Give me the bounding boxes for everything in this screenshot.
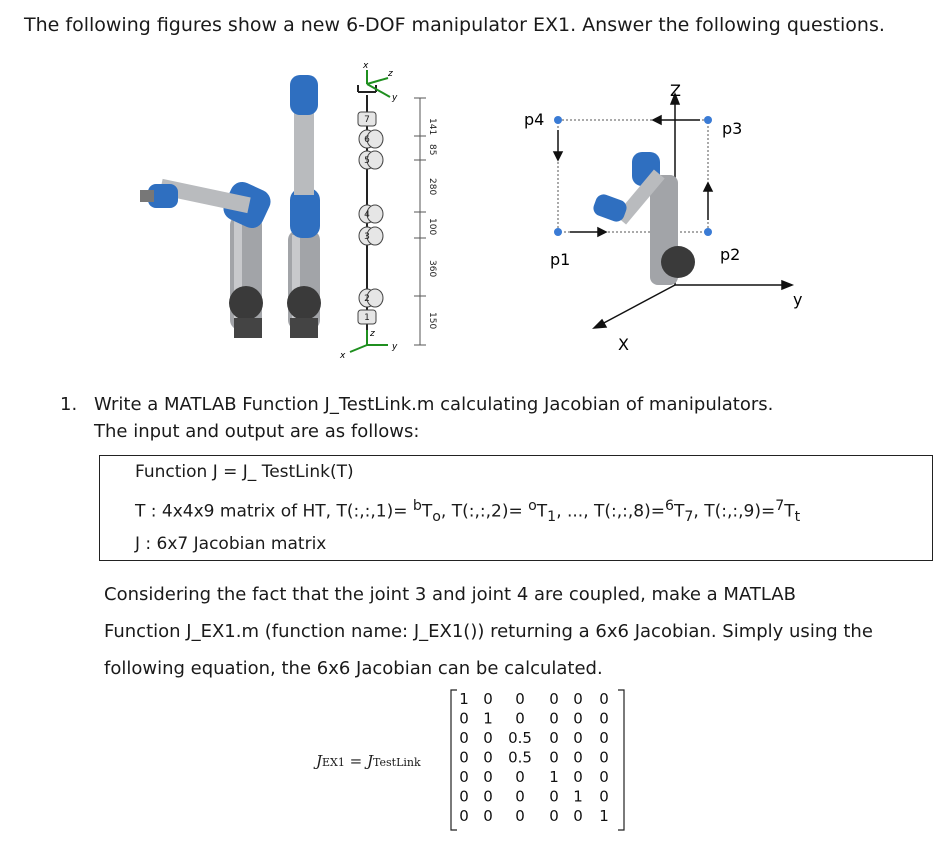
axis-z-label: Z (670, 81, 681, 100)
frame-base-z: z (370, 329, 375, 339)
base-frame (339, 329, 398, 361)
matrix-cell: 0 (459, 787, 469, 806)
matrix-cell: 0 (459, 807, 469, 825)
intro-text: The following figures show a new 6-DOF manipulator EX1. Answer the following questions. (24, 14, 885, 36)
dim-360: 360 (427, 260, 437, 278)
matrix-cell: 0 (515, 709, 525, 728)
matrix-right-bracket (618, 690, 624, 830)
box-line1: Function J = J_ TestLink(T) (135, 462, 354, 482)
equation-lhs: JEX1 = JTestLink (316, 752, 421, 770)
matrix-cell: 0.5 (508, 729, 532, 747)
point-p2: p2 (720, 245, 741, 264)
joint-label-7: 7 (364, 115, 370, 125)
joint-label-4: 4 (364, 210, 370, 220)
matrix-cell: 0 (483, 787, 493, 806)
matrix-cell: 0 (483, 748, 493, 767)
matrix-cell: 0 (459, 768, 469, 786)
robot-straight-view (287, 75, 321, 338)
frame-top-y: y (392, 93, 398, 103)
dim-141: 141 (427, 118, 437, 136)
frame-top-z: z (388, 69, 393, 79)
matrix-left-bracket (451, 690, 457, 830)
matrix-cell: 0 (599, 690, 609, 708)
matrix-cell: 0 (483, 690, 493, 708)
paragraph-line2: Function J_EX1.m (function name: J_EX1()) returning a 6x6 Jacobian. Simply using the (104, 621, 873, 642)
matrix-cell: 0 (599, 787, 609, 806)
frame-base-y: y (392, 342, 398, 352)
matrix-cell: 0 (549, 690, 559, 708)
matrix-cell: 0 (573, 748, 583, 767)
frame-top-x: x (363, 61, 369, 71)
matrix-cell: 0 (483, 807, 493, 825)
dim-100: 100 (427, 218, 437, 236)
matrix-cell: 0 (573, 729, 583, 747)
paragraph-line1: Considering the fact that the joint 3 and joint 4 are coupled, make a MATLAB (104, 584, 796, 605)
matrix-cell: 0 (599, 748, 609, 767)
matrix-cell: 1 (599, 807, 609, 825)
matrix-cell: 0 (459, 748, 469, 767)
matrix-cell: 0 (549, 709, 559, 728)
matrix-cell: 0 (459, 709, 469, 728)
question-line1: Write a MATLAB Function J_TestLink.m calculating Jacobian of manipulators. (94, 394, 774, 415)
point-p1: p1 (550, 250, 571, 269)
matrix-cell: 0 (483, 768, 493, 786)
matrix (448, 688, 638, 838)
matrix-cell: 0 (549, 729, 559, 747)
matrix-cell: 0 (459, 729, 469, 747)
dimension-lines (414, 98, 426, 345)
robot-bent-view (140, 178, 274, 338)
joint-label-6: 6 (364, 135, 370, 145)
paragraph-line3: following equation, the 6x6 Jacobian can be calculated. (104, 658, 603, 679)
matrix-cell: 0 (549, 787, 559, 806)
joint-cylinders (358, 112, 383, 324)
matrix-cell: 1 (573, 787, 583, 806)
joint-label-3: 3 (364, 232, 370, 242)
joint-label-2: 2 (364, 294, 370, 304)
dim-280: 280 (427, 178, 437, 196)
matrix-cell: 0 (599, 709, 609, 728)
box-line2: T : 4x4x9 matrix of HT, T(:,:,1)= $^bT_o$, T(:,:,2)= $^oT_1$, ..., $T(:,:,8)=^6T_7$, $T(:,:,9)=^7T_t$ (135, 498, 801, 526)
point-p4: p4 (524, 110, 545, 129)
joint-label-5: 5 (364, 156, 370, 166)
box-line3: J : 6x7 Jacobian matrix (135, 534, 327, 554)
matrix-cell: 1 (549, 768, 559, 786)
question-number: 1. (60, 394, 78, 415)
matrix-cell: 0 (573, 709, 583, 728)
matrix-cell: 1 (459, 690, 469, 708)
dim-150: 150 (427, 312, 437, 330)
matrix-cell: 0 (515, 787, 525, 806)
matrix-cell: 0 (549, 807, 559, 825)
axis-x-label: X (618, 335, 629, 354)
matrix-cell: 0 (599, 729, 609, 747)
joint-label-1: 1 (364, 313, 370, 323)
question-line2: The input and output are as follows: (94, 421, 420, 442)
matrix-cell: 0 (515, 807, 525, 825)
robot-figure-left (130, 60, 450, 370)
matrix-cell: 0 (483, 729, 493, 747)
matrix-cell: 0.5 (508, 748, 532, 767)
matrix-cell: 0 (573, 690, 583, 708)
robot-3d (591, 152, 695, 285)
point-p3: p3 (722, 119, 743, 138)
dim-85: 85 (427, 144, 437, 156)
matrix-cell: 0 (573, 768, 583, 786)
frame-base-x: x (340, 351, 346, 361)
matrix-cell: 0 (599, 768, 609, 786)
matrix-cell: 1 (483, 709, 493, 728)
matrix-cell: 0 (515, 690, 525, 708)
matrix-cell: 0 (573, 807, 583, 825)
robot-figure-right (510, 80, 820, 360)
axis-y-label: y (793, 290, 803, 309)
matrix-cell: 0 (515, 768, 525, 786)
matrix-cell: 0 (549, 748, 559, 767)
